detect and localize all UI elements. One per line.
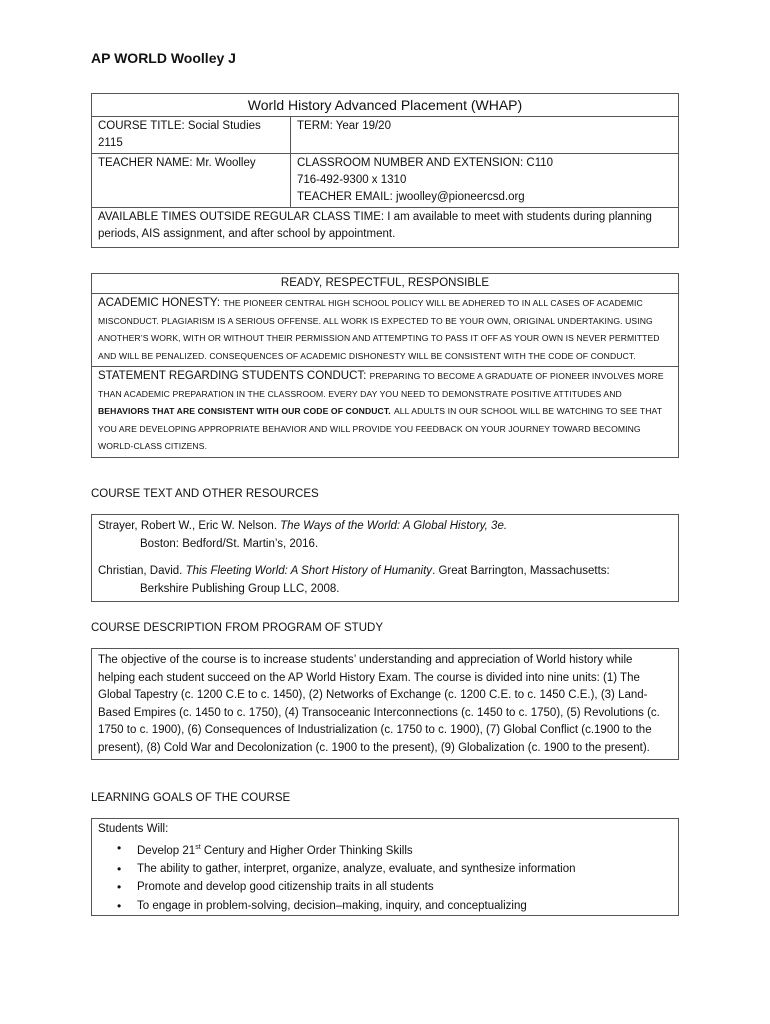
description-box [91, 648, 679, 760]
page-title: AP WORLD Woolley J [91, 50, 236, 66]
goals-list [92, 839, 678, 916]
ref1-publisher: Boston: Bedford/St. Martin’s, 2016. [140, 537, 319, 550]
teacher-email: TEACHER EMAIL: jwoolley@pioneercsd.org [297, 191, 525, 203]
list-item: • Develop 21st Century and Higher Order Thinking Skills [137, 839, 678, 860]
list-item: • Promote and develop good citizenship traits in all students [137, 878, 678, 897]
ref2-publisher: . Great Barrington, Massachusetts: [432, 565, 610, 577]
list-item: • The ability to gather, interpret, organize, analyze, evaluate, and synthesize information [137, 860, 678, 879]
course-heading: World History Advanced Placement (WHAP) [247, 97, 523, 113]
statement-label: STATEMENT REGARDING STUDENTS CONDUCT: [98, 370, 367, 382]
description-text: The objective of the course is to increase students’ understanding and appreciation of World history while helping each student succeed on the AP World History Exam. The course is divided into nine units: (1) The Global Tapestry (c. 1200 C.E to c. 1450), (2) Networks of Exchange (c. 1200 C.E. to c. 1450 C.E.), (3) Land-Based Empires (c. 1450 to c. 1750), (4) Transoceanic Interconnections (c. 1450 to c. 1750), (5) Revolutions (c. 1750 to c. 1900), (6) Consequences of Industrialization (c. 1750 to c. 1900), (7) Global Conflict (c.1900 to the present), (8) Cold War and Decolonization (c. 1900 to the present), (9) Globalization (c. 1900 to the present). [98, 654, 660, 754]
reference-1 [92, 515, 678, 555]
statement-text-1: PREPARING TO BECOME A GRADUATE OF PIONEER INVOLVES MORE THAN ACADEMIC PREPARATION IN THE CLASSROOM. EVERY DAY YOU NEED TO DEMONSTRATE POSITIVE ATTITUDES AND [98, 371, 664, 399]
available-times: AVAILABLE TIMES OUTSIDE REGULAR CLASS TIME: I am available to meet with students during planning periods, AIS assignment, and after school by appointment. [98, 211, 652, 240]
phone-number: 716-492-9300 x 1310 [297, 174, 407, 186]
description-label: COURSE DESCRIPTION FROM PROGRAM OF STUDY [91, 622, 383, 634]
statement-text-2: ALL ADULTS IN OUR SCHOOL WILL BE WATCHING TO SEE THAT YOU ARE DEVELOPING APPROPRIATE BEHAVIOR AND WILL PROVIDE YOU FEEDBACK ON YOUR JOURNEY TOWARD BECOMING WORLD-CLASS CITIZENS. [98, 406, 662, 451]
ref2-author: Christian, David. [98, 565, 183, 577]
student-conduct-statement [92, 367, 678, 457]
academic-honesty [92, 294, 678, 366]
conduct-table [91, 273, 679, 458]
resources-box [91, 514, 679, 602]
contact-cell [291, 154, 678, 207]
ref2-title: This Fleeting World: A Short History of Humanity [185, 565, 433, 577]
honesty-label: ACADEMIC HONESTY: [98, 297, 221, 309]
reference-2 [92, 555, 678, 601]
resources-label: COURSE TEXT AND OTHER RESOURCES [91, 488, 319, 500]
teacher-name: TEACHER NAME: Mr. Woolley [92, 154, 291, 207]
honesty-text: THE PIONEER CENTRAL HIGH SCHOOL POLICY WILL BE ADHERED TO IN ALL CASES OF ACADEMIC MISCONDUCT. PLAGIARISM IS A SERIOUS OFFENSE. ALL WORK IS EXPECTED TO BE YOUR OWN, ORIGINAL UNDERTAKING. USING ANOTHER’S WORK, WITH OR WITHOUT THEIR PERMISSION AND ATTEMPTING TO PASS IT OFF AS YOUR OWN IS NEVER PERMITTED AND WILL BE PENALIZED. CONSEQUENCES OF ACADEMIC DISHONESTY WILL BE CONSISTENT WITH THE CODE OF CONDUCT. [98, 298, 660, 361]
course-title: COURSE TITLE: Social Studies 2115 [92, 117, 291, 153]
classroom-number: CLASSROOM NUMBER AND EXTENSION: C110 [297, 157, 554, 169]
ref1-author: Strayer, Robert W., Eric W. Nelson. [98, 520, 277, 532]
ref1-title: The Ways of the World: A Global History, 3e. [280, 520, 508, 532]
conduct-heading: READY, RESPECTFUL, RESPONSIBLE [280, 277, 490, 289]
course-info-table [91, 93, 679, 248]
term: TERM: Year 19/20 [297, 120, 391, 132]
ref2-publisher-line2: Berkshire Publishing Group LLC, 2008. [140, 582, 340, 595]
statement-bold: BEHAVIORS THAT ARE CONSISTENT WITH OUR CODE OF CONDUCT. [98, 406, 391, 416]
goals-intro: Students Will: [98, 823, 169, 835]
goals-label: LEARNING GOALS OF THE COURSE [91, 792, 291, 804]
goals-box [91, 818, 679, 916]
list-item: • To engage in problem-solving, decision–making, inquiry, and conceptualizing [137, 897, 678, 916]
